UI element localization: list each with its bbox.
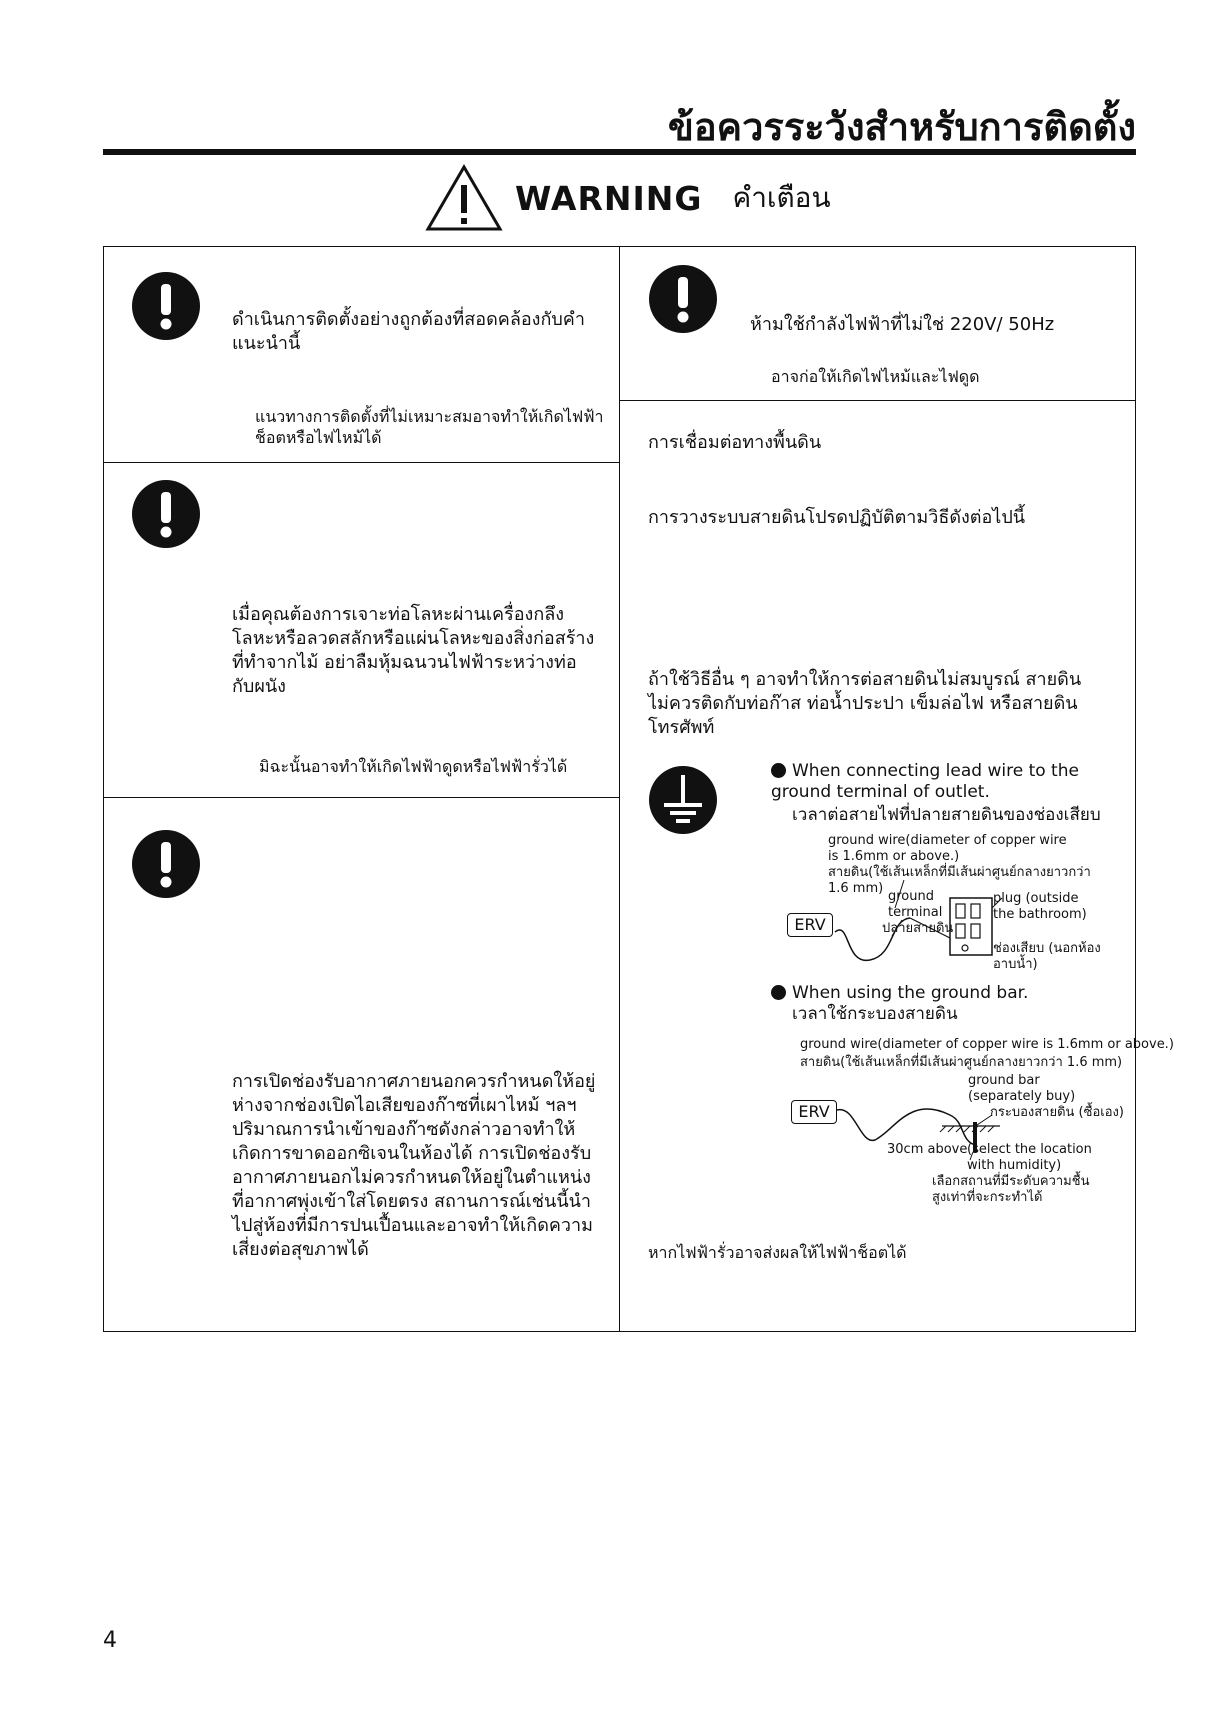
depth-label: 30cm above xyxy=(887,1142,968,1157)
title-divider xyxy=(103,149,1136,155)
location-en: (select the location with humidity) xyxy=(967,1142,1092,1173)
outlet-wire-th: สายดิน(ใช้เส้นเหล็กที่มีเส้นผ่าศูนย์กลางยาวกว่า 1.6 mm) xyxy=(828,865,1091,896)
left-cell2-main: เมื่อคุณต้องการเจาะท่อโลหะผ่านเครื่องกลึงโลหะหรือลวดสลักหรือแผ่นโลหะของสิ่งก่อสร้างที่ทำจากไม้ อย่าลืมหุ้มฉนวนไฟฟ้าระหว่างท่อกับผนัง xyxy=(232,604,595,697)
location-th: เลือกสถานที่มีระดับความชื้นสูงเท่าที่จะกระทำได้ xyxy=(932,1174,1090,1205)
outlet-wire-en: ground wire(diameter of copper wire is 1.6mm or above.) xyxy=(828,833,1067,864)
ground-terminal-en: ground terminal xyxy=(888,889,943,920)
left-cell1-main: ดำเนินการติดตั้งอย่างถูกต้องที่สอดคล้องกับคำแนะนำนี้ xyxy=(232,309,585,354)
outlet-title-th: เวลาต่อสายไฟที่ปลายสายดินของช่องเสียบ xyxy=(792,805,1101,825)
ground-symbol-icon xyxy=(648,765,718,835)
right-cell1-note: อาจก่อให้เกิดไฟไหม้และไฟดูด xyxy=(771,367,980,386)
erv-unit-bar: ERV xyxy=(791,1100,837,1124)
left-row-divider-1 xyxy=(103,462,620,463)
mandatory-action-icon xyxy=(131,271,201,341)
grounding-footer: หากไฟฟ้ารั่วอาจส่งผลให้ไฟฟ้าช็อตได้ xyxy=(648,1243,907,1262)
mandatory-action-icon xyxy=(131,479,201,549)
grounding-intro: การวางระบบสายดินโปรดปฏิบัติตามวิธีดังต่อไปนี้ xyxy=(648,507,1026,528)
grounding-paragraph: ถ้าใช้วิธีอื่น ๆ อาจทำให้การต่อสายดินไม่สมบูรณ์ สายดินไม่ควรติดกับท่อก๊าส ท่อน้ำประปา เข็มล่อไฟ หรือสายดินโทรศัพท์ xyxy=(648,669,1082,738)
mandatory-action-icon xyxy=(648,264,718,334)
bullet-dot xyxy=(771,763,786,778)
warning-triangle-icon xyxy=(425,163,503,233)
left-cell3-main: การเปิดช่องรับอากาศภายนอกควรกำหนดให้อยู่ห่างจากช่องเปิดไอเสียของก๊าซที่เผาไหม้ ฯลฯ ปริมาณการนำเข้าของก๊าซดังกล่าวอาจทำให้เกิดการขาดออกซิเจนในห้องได้ การเปิดช่องรับอากาศภายนอกไม่ควรกำหนดให้อยู่ในตำแหน่งที่อากาศพุ่งเข้าใส่โดยตรง สถานการณ์เช่นนี้นำไปสู่ห้องที่มีการปนเปื้อนและอาจทำให้เกิดความเสี่ยงต่อสุขภาพได้ xyxy=(232,1071,596,1260)
bar-title-th: เวลาใช้กระบองสายดิน xyxy=(792,1004,958,1024)
left-row-divider-2 xyxy=(103,797,620,798)
bar-title xyxy=(771,983,1131,1004)
bullet-dot xyxy=(771,985,786,1000)
warning-thai-label: คำเตือน xyxy=(732,181,831,214)
page-number: 4 xyxy=(103,1628,117,1653)
ground-bar-th: กระบองสายดิน (ซื้อเอง) xyxy=(990,1105,1124,1120)
erv-unit-outlet: ERV xyxy=(787,913,833,937)
warning-label: WARNING xyxy=(515,178,703,218)
ground-terminal-th: ปลายสายดิน xyxy=(882,921,954,936)
ground-bar-en: ground bar (separately buy) xyxy=(968,1073,1076,1104)
right-cell1-main: ห้ามใช้กำลังไฟฟ้าที่ไม่ใช่ 220V/ 50Hz xyxy=(750,314,1055,335)
warning-heading xyxy=(425,163,831,233)
plug-en: plug (outside the bathroom) xyxy=(993,891,1087,922)
plug-th: ช่องเสียบ (นอกห้องอาบน้ำ) xyxy=(993,941,1101,972)
page-title: ข้อควรระวังสำหรับการติดตั้ง xyxy=(667,105,1136,149)
outlet-title xyxy=(771,761,1131,803)
bar-wire-en: ground wire(diameter of copper wire is 1.6mm or above.) xyxy=(800,1037,1174,1052)
left-cell1-note: แนวทางการติดตั้งที่ไม่เหมาะสมอาจทำให้เกิดไฟฟ้าช็อตหรือไฟไหม้ได้ xyxy=(255,407,604,447)
bar-title-en: When using the ground bar. xyxy=(792,983,1029,1003)
right-row-divider-1 xyxy=(619,400,1136,401)
bar-wire-th: สายดิน(ใช้เส้นเหล็กที่มีเส้นผ่าศูนย์กลางยาวกว่า 1.6 mm) xyxy=(800,1055,1123,1070)
grounding-heading: การเชื่อมต่อทางพื้นดิน xyxy=(648,432,822,453)
left-cell2-note: มิฉะนั้นอาจทำให้เกิดไฟฟ้าดูดหรือไฟฟ้ารั่วได้ xyxy=(259,757,568,776)
mandatory-action-icon xyxy=(131,829,201,899)
outlet-title-en: When connecting lead wire to the ground terminal of outlet. xyxy=(771,761,1079,802)
